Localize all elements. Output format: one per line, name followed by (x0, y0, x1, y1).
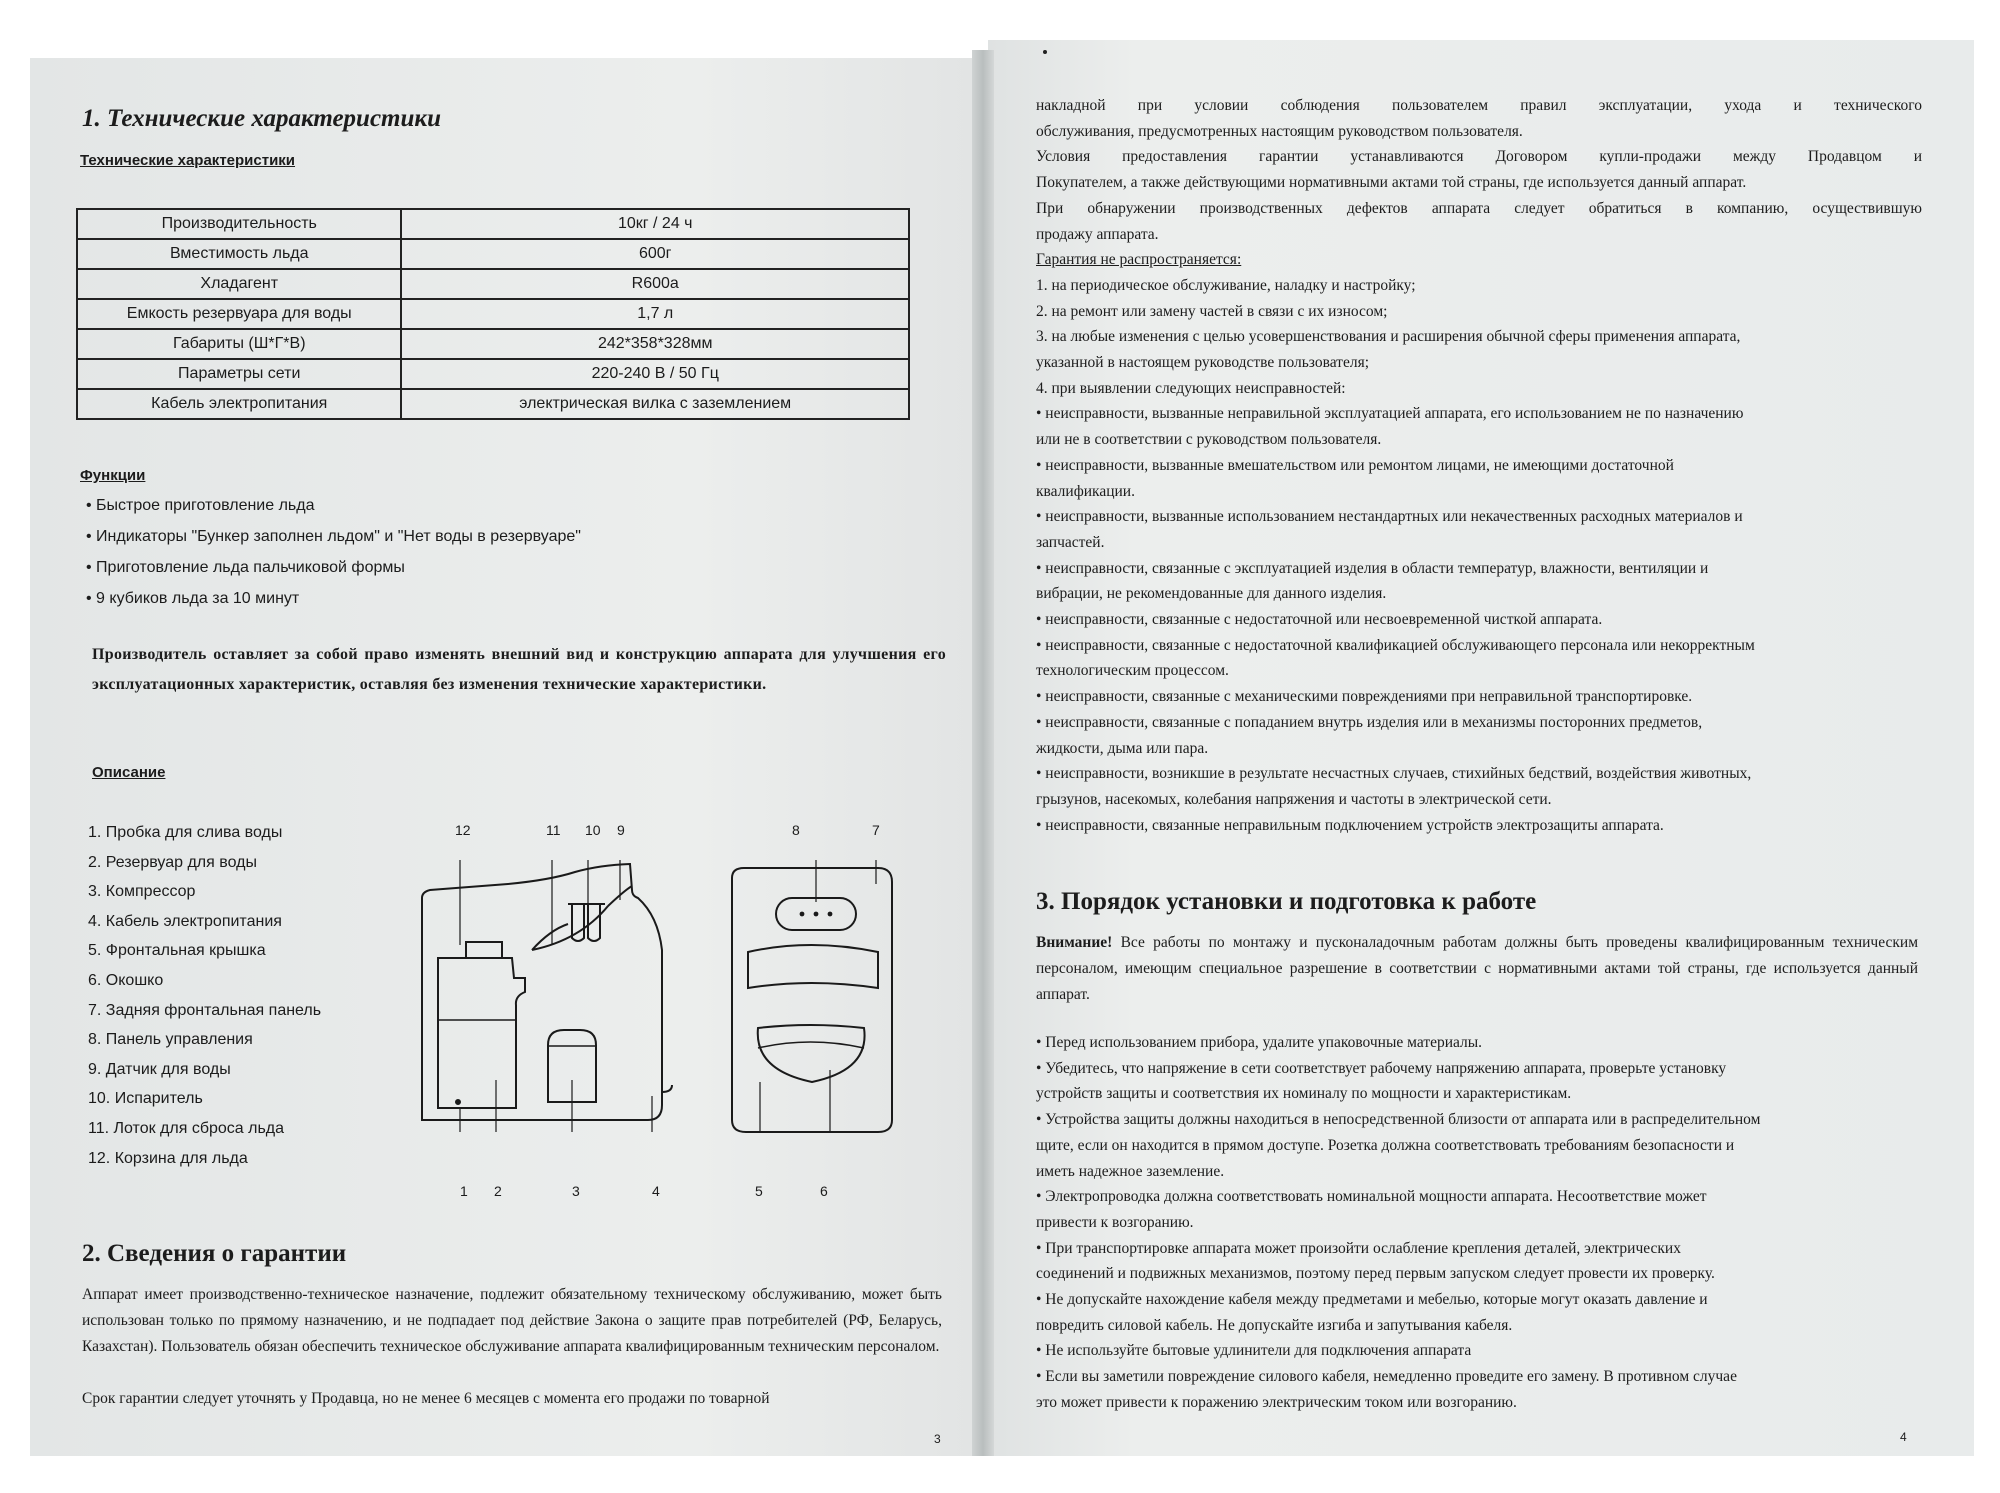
list-item: привести к возгоранию. (1036, 1213, 1194, 1231)
table-row (77, 389, 909, 419)
table-row (77, 329, 909, 359)
list-item: • неисправности, возникшие в результате несчастных случаев, стихийных бедствий, воздействия животных, (1036, 765, 1752, 783)
list-item: указанной в настоящем руководстве пользователя; (1036, 354, 1370, 372)
section-3-title: 3. Порядок установки и подготовка к работе (1036, 888, 1537, 915)
spec-label: Емкость резервуара для воды (77, 299, 401, 329)
parts-list (88, 818, 321, 1173)
list-item: вибрации, не рекомендованные для данного изделия. (1036, 585, 1387, 603)
warranty-paragraph-1: Аппарат имеет производственно-техническое назначение, подлежит обязательному техническому обслуживанию, может быть использован только по прямому назначению, и не подпадает под действие Закона о защите прав потребителей (РФ, Беларусь, Казахстан). Пользователь обязан обеспечить техническое обслуживание аппарата квалифицированным техническим персоналом. (82, 1286, 942, 1355)
spec-label: Производительность (77, 209, 401, 239)
front-window (748, 945, 878, 988)
list-item: 1. на периодическое обслуживание, наладку и настройку; (1036, 276, 1416, 294)
functions-list (86, 490, 581, 614)
list-item: щите, если он находится в прямом доступе. Розетка должна соответствовать требованиям безопасности и (1036, 1136, 1735, 1154)
spec-value: 220-240 В / 50 Гц (401, 359, 909, 389)
spec-value: 1,7 л (401, 299, 909, 329)
list-item: 7. Задняя фронтальная панель (88, 1001, 322, 1019)
list-item: • Быстрое приготовление льда (86, 497, 315, 514)
side-view-body (422, 864, 662, 1120)
list-item: 9. Датчик для воды (88, 1060, 231, 1078)
list-item: • Не используйте бытовые удлинители для подключения аппарата (1036, 1342, 1472, 1360)
tank-lid (466, 942, 502, 958)
no-warranty-title: Гарантия не распространяется: (1036, 251, 1242, 269)
list-item: грызунов, насекомых, колебания напряжения и частоты в электрической сети. (1036, 790, 1552, 808)
list-item: • неисправности, вызванные неправильной эксплуатацией аппарата, его использованием не по назначению (1036, 405, 1744, 423)
list-item: • неисправности, связанные с попаданием внутрь изделия или в механизмы посторонних предметов, (1036, 713, 1703, 731)
spec-label: Габариты (Ш*Г*В) (77, 329, 401, 359)
list-item: • 9 кубиков льда за 10 минут (86, 590, 300, 607)
text-line: При обнаружении производственных дефектов аппарата следует обратиться в компанию, осуществившую (1036, 199, 1922, 217)
diagram-label-4: 4 (652, 1183, 660, 1199)
list-item: • Убедитесь, что напряжение в сети соответствует рабочему напряжению аппарата, проверьте установку (1036, 1059, 1727, 1077)
specs-table (76, 208, 910, 420)
list-item: • неисправности, связанные с эксплуатацией изделия в области температур, влажности, вентиляции и (1036, 559, 1709, 577)
text-line: обслуживания, предусмотренных настоящим руководством пользователя. (1036, 122, 1523, 140)
water-tank (438, 958, 525, 1108)
diagram-label-3: 3 (572, 1183, 580, 1199)
list-item: • неисправности, связанные неправильным подключением устройств электрозащиты аппарата. (1036, 816, 1664, 834)
list-item: 11. Лоток для сброса льда (88, 1119, 285, 1137)
list-item: соединений и подвижных механизмов, поэтому перед первым запуском следует провести их проверку. (1036, 1265, 1715, 1283)
table-row (77, 209, 909, 239)
drain-plug (456, 1100, 460, 1104)
diagram-label-9: 9 (617, 822, 625, 838)
list-item: жидкости, дыма или пара. (1036, 739, 1209, 757)
list-item: запчастей. (1036, 533, 1105, 551)
diagram-label-6: 6 (820, 1183, 828, 1199)
text-line: Условия предоставления гарантии устанавливаются Договором купли-продажи между Продавцом и (1036, 148, 1922, 166)
power-cable (662, 1085, 672, 1092)
spec-value: 10кг / 24 ч (401, 209, 909, 239)
list-item: 1. Пробка для слива воды (88, 824, 283, 841)
list-item: 4. при выявлении следующих неисправностей: (1036, 379, 1346, 397)
attention-paragraph (1036, 930, 1918, 1008)
list-item: 3. Компрессор (88, 883, 196, 901)
list-item: • Приготовление льда пальчиковой формы (86, 559, 405, 576)
list-item: технологическим процессом. (1036, 662, 1229, 680)
diagram-label-8: 8 (792, 822, 800, 838)
manufacturer-note: Производитель оставляет за собой право изменять внешний вид и конструкцию аппарата для улучшения его эксплуатационных характеристик, оставляя без изменения технические характеристики. (92, 646, 946, 693)
specs-subtitle: Технические характеристики (80, 152, 296, 169)
spec-label: Параметры сети (77, 359, 401, 389)
table-row (77, 239, 909, 269)
list-item: 5. Фронтальная крышка (88, 942, 266, 960)
list-item: 2. на ремонт или замену частей в связи с их износом; (1036, 302, 1388, 320)
table-row (77, 299, 909, 329)
list-item: • неисправности, связанные с механическими повреждениями при неправильной транспортировке. (1036, 688, 1693, 706)
spec-value: электрическая вилка с заземлением (401, 389, 909, 419)
front-view-body (732, 868, 892, 1132)
spec-value: R600a (401, 269, 909, 299)
description-title: Описание (92, 764, 166, 781)
functions-title: Функции (80, 467, 146, 484)
list-item: 4. Кабель электропитания (88, 912, 282, 930)
text-line: продажу аппарата. (1036, 225, 1159, 243)
list-item: или не в соответствии с руководством пользователя. (1036, 431, 1382, 449)
list-item: устройств защиты и соответствия их номиналу по мощности и характеристикам. (1036, 1085, 1572, 1103)
text-line: Покупателем, а также действующими нормативными актами той страны, где используется данный аппарат. (1036, 174, 1747, 192)
list-item: 8. Панель управления (88, 1031, 253, 1049)
list-item: • неисправности, вызванные вмешательством или ремонтом лицами, не имеющими достаточной (1036, 456, 1674, 474)
list-item: 3. на любые изменения с целью усовершенствования и расширения обычной сферы применения аппарата, (1036, 328, 1741, 346)
spec-label: Вместимость льда (77, 239, 401, 269)
table-row (77, 359, 909, 389)
list-item: • Индикаторы "Бункер заполнен льдом" и "Нет воды в резервуаре" (86, 528, 581, 545)
list-item: • При транспортировке аппарата может произойти ослабление крепления деталей, электрических (1036, 1239, 1681, 1257)
text-line: накладной при условии соблюдения пользователем правил эксплуатации, ухода и технического (1036, 97, 1922, 114)
list-item: повредить силовой кабель. Не допускайте изгиба и запутывания кабеля. (1036, 1316, 1513, 1334)
diagram-label-1: 1 (460, 1183, 468, 1199)
list-item: • Если вы заметили повреждение силового кабеля, немедленно проведите его замену. В противном случае (1036, 1368, 1737, 1386)
diagram-label-10: 10 (585, 822, 601, 838)
attention-label: Внимание! (1036, 934, 1113, 951)
attention-text: Все работы по монтажу и пусконаладочным работам должны быть проведены квалифицированным техническим персоналом, имеющим специальное разрешение в соответствии с нормативными актами той страны, где используется данный аппарат. (1036, 934, 1919, 1003)
list-item: • Перед использованием прибора, удалите упаковочные материалы. (1036, 1034, 1483, 1051)
booklet-spine (972, 50, 994, 1456)
spec-label: Кабель электропитания (77, 389, 401, 419)
list-item: • неисправности, связанные с недостаточной или несвоевременной чисткой аппарата. (1036, 611, 1603, 629)
diagram-label-2: 2 (494, 1183, 502, 1199)
section-1-title: 1. Технические характеристики (82, 105, 441, 132)
table-row (77, 269, 909, 299)
warranty-paragraph-2: Срок гарантии следует уточнять у Продавца, но не менее 6 месяцев с момента его продажи по товарной (82, 1390, 770, 1407)
list-item: квалификации. (1036, 482, 1135, 500)
section-2-title: 2. Сведения о гарантии (82, 1240, 347, 1267)
list-item: 12. Корзина для льда (88, 1149, 248, 1167)
spine-dot (1043, 50, 1047, 54)
list-item: 2. Резервуар для воды (88, 853, 257, 871)
page-number-right: 4 (1900, 1430, 1907, 1444)
spec-label: Хладагент (77, 269, 401, 299)
list-item: 10. Испаритель (88, 1090, 203, 1108)
diagram-label-12: 12 (455, 822, 471, 838)
list-item: • Электропроводка должна соответствовать номинальной мощности аппарата. Несоответствие может (1036, 1188, 1707, 1206)
ice-maker-diagram (400, 820, 920, 1150)
diagram-label-5: 5 (755, 1183, 763, 1199)
list-item: • неисправности, связанные с недостаточной квалификацией обслуживающего персонала или некорректным (1036, 636, 1755, 654)
list-item: • Не допускайте нахождение кабеля между предметами и мебелью, которые могут оказать давление и (1036, 1291, 1708, 1309)
list-item: • неисправности, вызванные использованием нестандартных или некачественных расходных материалов и (1036, 508, 1743, 526)
list-item: 6. Окошко (88, 971, 164, 989)
spec-value: 600г (401, 239, 909, 269)
install-list (1036, 1030, 1926, 1416)
page-number-left: 3 (934, 1432, 941, 1446)
list-item: иметь надежное заземление. (1036, 1162, 1225, 1180)
list-item: это может привести к поражению электрическим током или возгоранию. (1036, 1393, 1517, 1411)
warranty-continued (1036, 93, 1922, 838)
diagram-label-7: 7 (872, 822, 880, 838)
diagram-label-11: 11 (546, 822, 561, 838)
spec-value: 242*358*328мм (401, 329, 909, 359)
front-cover (758, 1025, 865, 1082)
list-item: • Устройства защиты должны находиться в непосредственной близости от аппарата или в распределительном (1036, 1111, 1761, 1129)
